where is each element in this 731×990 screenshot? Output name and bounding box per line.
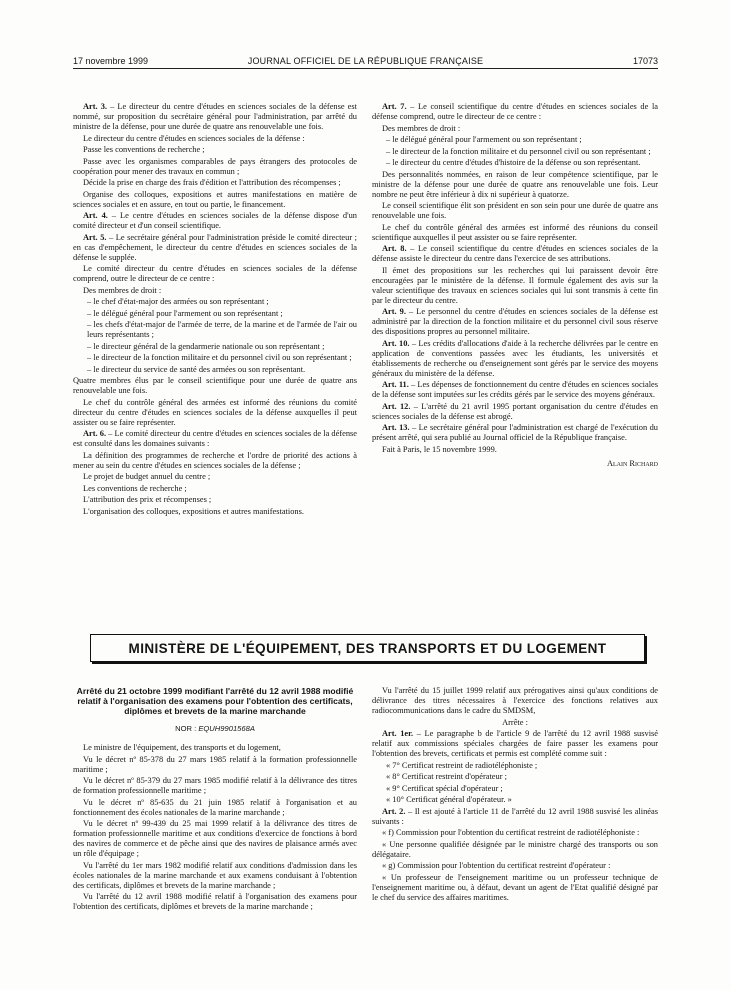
paragraph: – le délégué général pour l'armement ou son représentant ; — [386, 135, 582, 144]
paragraph: Des membres de droit : — [382, 123, 461, 133]
paragraph: – le directeur de la fonction militaire et du personnel civil ou son représentant ; — [87, 353, 352, 362]
paragraph: – le directeur du service de santé des armées ou son représentant. — [87, 364, 306, 374]
nor-reference — [73, 724, 357, 734]
paragraph: Vu le décret nº 85-378 du 27 mars 1985 relatif à la formation professionnelle maritime ; — [73, 754, 357, 774]
nor-value: EQUH9901568A — [198, 724, 255, 733]
paragraph: Art. 2. – Il est ajouté à l'article 11 de l'arrêté du 12 avril 1988 susvisé les alinéas suivants : — [372, 806, 658, 826]
paragraph: – les chefs d'état-major de l'armée de terre, de la marine et de l'armée de l'air ou leurs représentants ; — [87, 320, 357, 339]
paragraph: – le directeur de la fonction militaire et du personnel civil ou son représentant ; — [386, 146, 651, 156]
paragraph: Le chef du contrôle général des armées est informé des réunions du comité directeur du centre d'études en sciences sociales de la défense auxquelles il peut assister ou se faire représenter. — [73, 397, 357, 427]
paragraph: « f) Commission pour l'obtention du certificat restreint de radiotéléphoniste : — [382, 828, 640, 837]
paragraph: Organise des colloques, expositions et autres manifestations en matière de sciences sociales et en assure, en tout ou partie, le financement. — [73, 189, 357, 209]
ministry-banner — [90, 634, 645, 662]
paragraph: L'attribution des prix et récompenses ; — [83, 495, 212, 504]
paragraph: Art. 1er. – Le paragraphe b de l'article 9 de l'arrêté du 12 avril 1988 susvisé relatif aux commissions spéciales chargées de faire passer les examens pour l'obtention des brevets, certificats et permis est complété comme suit : — [372, 729, 658, 758]
paragraph: L'organisation des colloques, expositions et autres manifestations. — [83, 506, 304, 516]
paragraph: Le directeur du centre d'études en sciences sociales de la défense : — [83, 133, 305, 143]
paragraph: Art. 5. – Le secrétaire général pour l'administration préside le comité directeur ; en cas d'empêchement, le directeur du centre d'études en sciences sociales de la défense le supplée. — [73, 232, 357, 262]
ministry-title: MINISTÈRE DE L'ÉQUIPEMENT, DES TRANSPORTS ET DU LOGEMENT — [128, 640, 607, 656]
header-journal-title: JOURNAL OFFICIEL DE LA RÉPUBLIQUE FRANÇAISE — [247, 56, 484, 66]
paragraph: Décide la prise en charge des frais d'édition et l'attribution des récompenses ; — [83, 178, 341, 187]
paragraph: La définition des programmes de recherche et l'ordre de priorité des actions à mener au sein du centre d'études en sciences sociales de la défense ; — [73, 450, 357, 470]
visas-list — [73, 743, 357, 912]
paragraph: Quatre membres élus par le conseil scientifique pour une durée de quatre ans renouvelable une fois. — [73, 376, 357, 395]
nor-label: NOR : — [175, 724, 197, 733]
paragraph: « 10° Certificat général d'opérateur. » — [386, 795, 512, 804]
paragraph: Vu l'arrêté du 15 juillet 1999 relatif aux prérogatives ainsi qu'aux conditions de délivrance des titres nécessaires à l'exercice des fonctions relatives aux radiocommunications dans le cadre du SMDSM, — [372, 686, 658, 715]
column-right-bottom — [372, 686, 658, 904]
paragraph: Art. 6. – Le comité directeur du centre d'études en sciences sociales de la défense est consulté dans les domaines suivants : — [73, 429, 357, 448]
paragraph: Le comité directeur du centre d'études en sciences sociales de la défense comprend, outre le directeur de ce centre : — [73, 264, 357, 283]
paragraph: Le conseil scientifique élit son président en son sein pour une durée de quatre ans renouvelable une fois. — [372, 201, 658, 220]
paragraph: « Un professeur de l'enseignement maritime ou un professeur technique de l'enseignement maritime ou, à défaut, devant un agent de l'Etat qualifié désigné par le chef du service des affaires maritimes. — [372, 872, 658, 902]
paragraph: Art. 12. – L'arrêté du 21 avril 1995 portant organisation du centre d'études en sciences sociales de la défense est abrogé. — [372, 401, 658, 421]
paragraph: Art. 8. – Le conseil scientifique du centre d'études en sciences sociales de la défense assiste le directeur du centre dans l'exercice de ses attributions. — [372, 244, 658, 263]
paragraph: Vu l'arrêté du 1er mars 1982 modifié relatif aux conditions d'admission dans les écoles nationales de la marine marchande et aux examens conduisant à l'obtention des certificats, diplômes et brevets de la marine marchande ; — [73, 860, 357, 890]
paragraph: Des membres de droit : — [83, 285, 162, 295]
paragraph: Le projet de budget annuel du centre ; — [83, 472, 211, 481]
paragraph: – le directeur général de la gendarmerie nationale ou son représentant ; — [87, 341, 325, 351]
paragraph: Fait à Paris, le 15 novembre 1999. — [382, 444, 497, 454]
paragraph: Art. 13. – Le secrétaire général pour l'administration est chargé de l'exécution du présent arrêté, qui sera publié au Journal officiel de la République française. — [372, 423, 658, 442]
column-left-top — [73, 102, 357, 518]
paragraph: Art. 4. – Le centre d'études en sciences sociales de la défense dispose d'un comité directeur et d'un conseil scientifique. — [73, 211, 357, 230]
column-left-bottom — [73, 686, 357, 914]
paragraph: Il émet des propositions sur les recherches qui lui paraissent devoir être encouragées par le ministère de la défense. Il formule également des avis sur la valeur scientifique des travaux en sciences sociales qui lui sont transmis à cette fin par le directeur du centre. — [372, 265, 658, 305]
paragraph: Passe avec les organismes comparables de pays étrangers des protocoles de coopération pour mener des travaux en commun ; — [73, 156, 357, 176]
paragraph: Arrête : — [502, 717, 528, 727]
paragraph: Art. 9. – Le personnel du centre d'études en sciences sociales de la défense est administré par la direction de la fonction militaire et du personnel civil sous réserve des dispositions propres au personnel militaire. — [372, 307, 658, 336]
paragraph: Vu le décret nº 85-635 du 21 juin 1985 relatif à l'organisation et au fonctionnement des écoles nationales de la marine marchande ; — [73, 797, 357, 817]
column-right-top — [372, 102, 658, 469]
paragraph: « Une personne qualifiée désignée par le ministre chargé des transports ou son délégataire. — [372, 839, 658, 859]
paragraph: Passe les conventions de recherche ; — [83, 145, 205, 154]
paragraph: Vu le décret nº 85-379 du 27 mars 1985 modifié relatif à la délivrance des titres de formation professionnelle maritime ; — [73, 776, 357, 795]
header-page-number: 17073 — [632, 56, 658, 66]
paragraph: – le délégué général pour l'armement ou son représentant ; — [87, 308, 283, 318]
paragraph: Le ministre de l'équipement, des transports et du logement, — [83, 743, 281, 752]
page-header — [73, 56, 658, 69]
arrete-title: Arrêté du 21 octobre 1999 modifiant l'arrêté du 12 avril 1988 modifié relatif à l'organisation des examens pour l'obtention des certificats, diplômes et brevets de la marine marchande — [76, 686, 354, 716]
paragraph: « 8° Certificat restreint d'opérateur ; — [386, 772, 507, 781]
paragraph: – le chef d'état-major des armées ou son représentant ; — [87, 297, 269, 306]
paragraph: « g) Commission pour l'obtention du certificat restreint d'opérateur : — [382, 861, 611, 870]
paragraph: « 9° Certificat spécial d'opérateur ; — [386, 783, 503, 793]
paragraph: « 7° Certificat restreint de radiotéléphoniste ; — [386, 760, 538, 770]
paragraph: Vu le décret nº 99-439 du 25 mai 1999 relatif à la délivrance des titres de formation professionnelle maritime et aux conditions d'exercice de fonctions à bord des navires de commerce et de pêche ainsi que des navires de plaisance armés avec un rôle d'équipage ; — [73, 819, 357, 858]
paragraph: – le directeur du centre d'études d'histoire de la défense ou son représentant. — [386, 158, 641, 167]
paragraph: Des personnalités nommées, en raison de leur compétence scientifique, par le ministre de la défense pour une durée de quatre ans renouvelable une fois. Leur nombre ne peut être inférieur à dix ni supérieur à quatorze. — [372, 169, 658, 199]
paragraph: Art. 10. – Les crédits d'allocations d'aide à la recherche délivrées par le centre en application de conventions passées avec les étudiants, les universités et établissements de recherche ou d'enseignement sont gérés par le service des moyens généraux du ministère de la défense. — [372, 338, 658, 378]
paragraph: Le chef du contrôle général des armées est informé des réunions du conseil scientifique auxquelles il peut assister ou se faire représenter. — [372, 222, 658, 242]
paragraph: Art. 7. – Le conseil scientifique du centre d'études en sciences sociales de la défense comprend, outre le directeur de ce centre : — [372, 102, 658, 121]
signature: Alain Richard — [606, 458, 658, 468]
header-date: 17 novembre 1999 — [73, 56, 149, 66]
paragraph: Les conventions de recherche ; — [83, 483, 187, 493]
paragraph: Art. 3. – Le directeur du centre d'études en sciences sociales de la défense est nommé, sur proposition du secrétaire général pour l'administration, par arrêté du ministre de la défense, pour une durée de quatre ans renouvelable une fois. — [73, 102, 357, 131]
paragraph: Vu l'arrêté du 12 avril 1988 modifié relatif à l'organisation des examens pour l'obtention des certificats, diplômes et brevets de la marine marchande ; — [73, 892, 357, 911]
paragraph: Art. 11. – Les dépenses de fonctionnement du centre d'études en sciences sociales de la défense sont imputées sur les crédits gérés par le service des moyens généraux. — [372, 380, 659, 399]
